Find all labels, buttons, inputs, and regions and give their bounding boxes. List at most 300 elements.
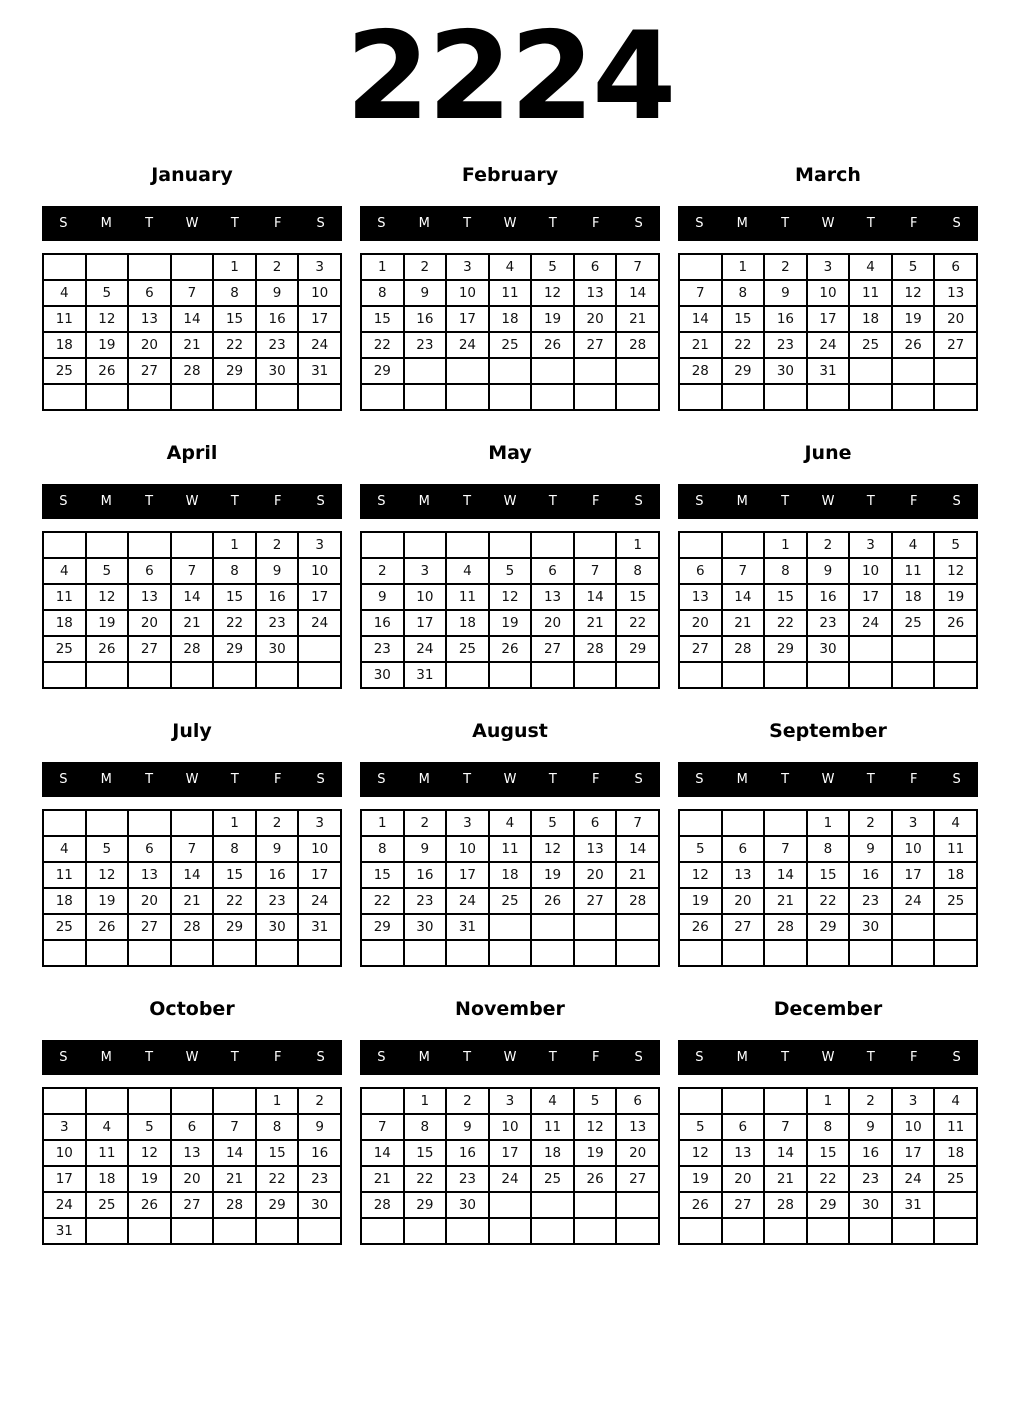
day-cell: 17 (43, 1166, 86, 1192)
day-cell: 7 (679, 280, 722, 306)
day-cell: 12 (679, 862, 722, 888)
empty-day-cell (43, 940, 86, 966)
empty-day-cell (256, 1218, 299, 1244)
day-cell: 9 (764, 280, 807, 306)
day-cell: 14 (722, 584, 765, 610)
day-cell: 2 (404, 810, 447, 836)
day-cell: 2 (256, 810, 299, 836)
day-cell: 19 (86, 332, 129, 358)
weekday-label: T (463, 216, 472, 231)
day-cell: 5 (934, 532, 977, 558)
day-cell: 12 (489, 584, 532, 610)
month-date-grid-body (43, 1088, 341, 1244)
day-cell: 19 (934, 584, 977, 610)
weekday-label: W (821, 216, 835, 231)
day-cell: 24 (807, 332, 850, 358)
day-cell: 10 (298, 558, 341, 584)
empty-day-cell (128, 1218, 171, 1244)
week-row (361, 636, 659, 662)
day-cell: 2 (256, 532, 299, 558)
empty-day-cell (86, 940, 129, 966)
empty-day-cell (574, 384, 617, 410)
month-date-grid-body (361, 532, 659, 688)
day-cell: 3 (807, 254, 850, 280)
empty-day-cell (531, 358, 574, 384)
week-row (43, 1192, 341, 1218)
day-cell: 28 (764, 914, 807, 940)
day-cell: 22 (616, 610, 659, 636)
empty-day-cell (298, 636, 341, 662)
weekday-label: T (145, 772, 154, 787)
day-cell: 21 (171, 888, 214, 914)
week-row (679, 280, 977, 306)
month-date-grid (678, 531, 978, 689)
day-cell: 18 (43, 332, 86, 358)
day-cell: 24 (849, 610, 892, 636)
day-cell: 21 (616, 306, 659, 332)
day-cell: 16 (256, 306, 299, 332)
day-cell: 21 (679, 332, 722, 358)
weekday-header-bar (360, 206, 660, 241)
empty-day-cell (213, 1218, 256, 1244)
week-row (361, 1114, 659, 1140)
weekday-label: T (866, 1050, 875, 1065)
day-cell: 27 (128, 358, 171, 384)
empty-day-cell (934, 662, 977, 688)
day-cell: 22 (256, 1166, 299, 1192)
weekday-label: T (548, 772, 557, 787)
day-cell: 11 (934, 1114, 977, 1140)
month-date-grid (42, 531, 342, 689)
empty-day-cell (849, 384, 892, 410)
empty-day-cell (679, 940, 722, 966)
weekday-label: M (418, 494, 430, 509)
empty-day-cell (171, 532, 214, 558)
week-row (361, 358, 659, 384)
day-cell: 29 (213, 358, 256, 384)
day-cell: 14 (171, 862, 214, 888)
day-cell: 24 (404, 636, 447, 662)
week-row (361, 1192, 659, 1218)
day-cell: 8 (807, 836, 850, 862)
empty-day-cell (807, 384, 850, 410)
day-cell: 21 (722, 610, 765, 636)
day-cell: 10 (446, 836, 489, 862)
empty-day-cell (934, 914, 977, 940)
empty-day-cell (43, 810, 86, 836)
weekday-label: F (273, 1050, 282, 1065)
day-cell: 13 (128, 584, 171, 610)
month-date-grid (360, 531, 660, 689)
day-cell: 13 (171, 1140, 214, 1166)
weekday-label: W (503, 772, 517, 787)
weekday-label: S (316, 772, 325, 787)
day-cell: 3 (892, 810, 935, 836)
weekday-label: S (377, 494, 386, 509)
month-date-grid-body (361, 1088, 659, 1244)
day-cell: 30 (256, 358, 299, 384)
week-row (43, 662, 341, 688)
empty-day-cell (679, 810, 722, 836)
day-cell: 3 (446, 810, 489, 836)
week-row (361, 280, 659, 306)
empty-day-cell (807, 662, 850, 688)
day-cell: 13 (531, 584, 574, 610)
day-cell: 19 (86, 610, 129, 636)
day-cell: 4 (934, 1088, 977, 1114)
day-cell: 7 (171, 836, 214, 862)
day-cell: 10 (298, 280, 341, 306)
day-cell: 15 (361, 862, 404, 888)
day-cell: 5 (531, 254, 574, 280)
empty-day-cell (892, 358, 935, 384)
month-date-grid (678, 809, 978, 967)
week-row (679, 1192, 977, 1218)
weekday-label: W (503, 494, 517, 509)
day-cell: 1 (361, 810, 404, 836)
weekday-label: F (909, 216, 918, 231)
weekday-label: S (634, 494, 643, 509)
day-cell: 4 (43, 280, 86, 306)
day-cell: 9 (807, 558, 850, 584)
week-row (679, 584, 977, 610)
day-cell: 26 (86, 914, 129, 940)
day-cell: 11 (531, 1114, 574, 1140)
week-row (43, 914, 341, 940)
weekday-label: F (591, 1050, 600, 1065)
day-cell: 5 (574, 1088, 617, 1114)
day-cell: 9 (404, 836, 447, 862)
day-cell: 3 (298, 532, 341, 558)
weekday-label: W (185, 216, 199, 231)
day-cell: 15 (807, 1140, 850, 1166)
day-cell: 9 (361, 584, 404, 610)
day-cell: 29 (256, 1192, 299, 1218)
day-cell: 10 (404, 584, 447, 610)
day-cell: 14 (361, 1140, 404, 1166)
day-cell: 2 (256, 254, 299, 280)
month-block (42, 708, 342, 986)
day-cell: 6 (722, 1114, 765, 1140)
day-cell: 1 (213, 532, 256, 558)
empty-day-cell (171, 1088, 214, 1114)
weekday-header-bar (678, 1040, 978, 1075)
empty-day-cell (446, 384, 489, 410)
weekday-header-bar (360, 1040, 660, 1075)
day-cell: 19 (574, 1140, 617, 1166)
weekday-label: T (548, 216, 557, 231)
day-cell: 5 (679, 836, 722, 862)
month-block (678, 430, 978, 708)
day-cell: 27 (722, 1192, 765, 1218)
day-cell: 1 (807, 810, 850, 836)
week-row (679, 306, 977, 332)
day-cell: 28 (171, 914, 214, 940)
day-cell: 25 (892, 610, 935, 636)
day-cell: 20 (531, 610, 574, 636)
week-row (361, 862, 659, 888)
empty-day-cell (43, 254, 86, 280)
day-cell: 3 (298, 810, 341, 836)
day-cell: 29 (361, 358, 404, 384)
day-cell: 31 (446, 914, 489, 940)
day-cell: 16 (404, 862, 447, 888)
day-cell: 28 (616, 888, 659, 914)
weekday-label: M (418, 772, 430, 787)
day-cell: 25 (43, 914, 86, 940)
day-cell: 27 (171, 1192, 214, 1218)
empty-day-cell (446, 358, 489, 384)
day-cell: 16 (256, 862, 299, 888)
week-row (43, 1140, 341, 1166)
day-cell: 31 (404, 662, 447, 688)
week-row (43, 584, 341, 610)
weekday-label: S (316, 1050, 325, 1065)
day-cell: 7 (616, 810, 659, 836)
month-date-grid (42, 1087, 342, 1245)
week-row (43, 1166, 341, 1192)
month-title: July (172, 720, 212, 742)
day-cell: 23 (361, 636, 404, 662)
day-cell: 15 (213, 862, 256, 888)
week-row (679, 558, 977, 584)
weekday-label: S (952, 772, 961, 787)
day-cell: 1 (404, 1088, 447, 1114)
empty-day-cell (489, 1218, 532, 1244)
day-cell: 15 (256, 1140, 299, 1166)
day-cell: 27 (679, 636, 722, 662)
day-cell: 17 (489, 1140, 532, 1166)
day-cell: 31 (807, 358, 850, 384)
month-block (360, 152, 660, 430)
day-cell: 26 (679, 1192, 722, 1218)
month-title: March (795, 164, 861, 186)
month-date-grid-body (361, 254, 659, 410)
day-cell: 21 (616, 862, 659, 888)
week-row (361, 1218, 659, 1244)
empty-day-cell (531, 532, 574, 558)
weekday-label: F (909, 494, 918, 509)
day-cell: 16 (256, 584, 299, 610)
day-cell: 6 (934, 254, 977, 280)
day-cell: 5 (531, 810, 574, 836)
week-row (43, 836, 341, 862)
day-cell: 20 (574, 306, 617, 332)
weekday-label: F (273, 494, 282, 509)
month-block (678, 708, 978, 986)
empty-day-cell (531, 914, 574, 940)
day-cell: 20 (128, 888, 171, 914)
day-cell: 6 (722, 836, 765, 862)
day-cell: 23 (256, 888, 299, 914)
empty-day-cell (86, 532, 129, 558)
day-cell: 21 (171, 610, 214, 636)
day-cell: 30 (849, 1192, 892, 1218)
empty-day-cell (404, 384, 447, 410)
weekday-label: F (591, 494, 600, 509)
day-cell: 12 (86, 306, 129, 332)
empty-day-cell (43, 1088, 86, 1114)
weekday-label: M (100, 1050, 112, 1065)
week-row (43, 862, 341, 888)
day-cell: 19 (531, 862, 574, 888)
day-cell: 28 (764, 1192, 807, 1218)
day-cell: 30 (404, 914, 447, 940)
day-cell: 3 (404, 558, 447, 584)
day-cell: 17 (807, 306, 850, 332)
weekday-label: T (866, 216, 875, 231)
empty-day-cell (849, 940, 892, 966)
day-cell: 7 (171, 558, 214, 584)
month-date-grid (360, 253, 660, 411)
week-row (43, 940, 341, 966)
empty-day-cell (764, 1088, 807, 1114)
weekday-label: S (695, 772, 704, 787)
empty-day-cell (86, 662, 129, 688)
weekday-label: T (548, 494, 557, 509)
month-date-grid-body (679, 532, 977, 688)
empty-day-cell (43, 662, 86, 688)
day-cell: 6 (128, 280, 171, 306)
day-cell: 17 (446, 862, 489, 888)
weekday-label: T (230, 216, 239, 231)
empty-day-cell (86, 1088, 129, 1114)
day-cell: 13 (934, 280, 977, 306)
empty-day-cell (574, 1218, 617, 1244)
week-row (361, 888, 659, 914)
week-row (43, 636, 341, 662)
empty-day-cell (404, 1218, 447, 1244)
weekday-label: S (377, 772, 386, 787)
day-cell: 31 (298, 358, 341, 384)
empty-day-cell (807, 1218, 850, 1244)
weekday-header-bar (42, 762, 342, 797)
day-cell: 8 (807, 1114, 850, 1140)
day-cell: 26 (574, 1166, 617, 1192)
day-cell: 9 (446, 1114, 489, 1140)
empty-day-cell (722, 940, 765, 966)
day-cell: 18 (934, 1140, 977, 1166)
day-cell: 29 (807, 1192, 850, 1218)
empty-day-cell (892, 384, 935, 410)
empty-day-cell (616, 384, 659, 410)
weekday-label: M (736, 494, 748, 509)
weekday-label: S (634, 216, 643, 231)
month-title: January (151, 164, 233, 186)
day-cell: 17 (298, 862, 341, 888)
weekday-label: F (273, 772, 282, 787)
day-cell: 26 (86, 636, 129, 662)
day-cell: 20 (722, 1166, 765, 1192)
day-cell: 26 (934, 610, 977, 636)
day-cell: 30 (361, 662, 404, 688)
day-cell: 29 (616, 636, 659, 662)
empty-day-cell (489, 384, 532, 410)
week-row (361, 914, 659, 940)
weekday-header-bar (42, 206, 342, 241)
day-cell: 4 (446, 558, 489, 584)
empty-day-cell (298, 1218, 341, 1244)
week-row (361, 662, 659, 688)
day-cell: 24 (298, 332, 341, 358)
day-cell: 7 (361, 1114, 404, 1140)
week-row (679, 610, 977, 636)
empty-day-cell (892, 914, 935, 940)
weekday-label: M (100, 216, 112, 231)
empty-day-cell (531, 940, 574, 966)
day-cell: 18 (86, 1166, 129, 1192)
day-cell: 28 (361, 1192, 404, 1218)
day-cell: 16 (361, 610, 404, 636)
day-cell: 6 (679, 558, 722, 584)
week-row (43, 558, 341, 584)
day-cell: 9 (256, 836, 299, 862)
week-row (361, 584, 659, 610)
week-row (679, 636, 977, 662)
weekday-label: T (463, 772, 472, 787)
empty-day-cell (213, 662, 256, 688)
empty-day-cell (722, 810, 765, 836)
day-cell: 14 (213, 1140, 256, 1166)
day-cell: 12 (574, 1114, 617, 1140)
empty-day-cell (128, 662, 171, 688)
day-cell: 7 (616, 254, 659, 280)
weekday-label: W (821, 772, 835, 787)
day-cell: 19 (679, 1166, 722, 1192)
day-cell: 30 (256, 914, 299, 940)
day-cell: 27 (574, 888, 617, 914)
day-cell: 4 (892, 532, 935, 558)
day-cell: 12 (86, 862, 129, 888)
day-cell: 31 (892, 1192, 935, 1218)
day-cell: 24 (892, 888, 935, 914)
day-cell: 25 (43, 358, 86, 384)
day-cell: 20 (128, 332, 171, 358)
day-cell: 18 (489, 862, 532, 888)
day-cell: 20 (679, 610, 722, 636)
weekday-label: T (781, 216, 790, 231)
day-cell: 16 (764, 306, 807, 332)
month-block (42, 430, 342, 708)
month-title: May (488, 442, 532, 464)
day-cell: 22 (213, 888, 256, 914)
weekday-label: S (377, 1050, 386, 1065)
week-row (679, 1088, 977, 1114)
empty-day-cell (404, 940, 447, 966)
week-row (361, 1140, 659, 1166)
empty-day-cell (616, 914, 659, 940)
weekday-label: T (145, 1050, 154, 1065)
day-cell: 12 (531, 836, 574, 862)
empty-day-cell (616, 940, 659, 966)
month-date-grid-body (679, 810, 977, 966)
day-cell: 7 (764, 1114, 807, 1140)
weekday-label: T (781, 772, 790, 787)
day-cell: 11 (43, 862, 86, 888)
day-cell: 29 (213, 636, 256, 662)
day-cell: 20 (616, 1140, 659, 1166)
day-cell: 7 (213, 1114, 256, 1140)
week-row (43, 306, 341, 332)
month-date-grid-body (43, 810, 341, 966)
empty-day-cell (934, 1192, 977, 1218)
day-cell: 25 (849, 332, 892, 358)
day-cell: 21 (764, 1166, 807, 1192)
weekday-label: M (736, 1050, 748, 1065)
day-cell: 29 (764, 636, 807, 662)
weekday-label: S (952, 216, 961, 231)
day-cell: 24 (298, 888, 341, 914)
